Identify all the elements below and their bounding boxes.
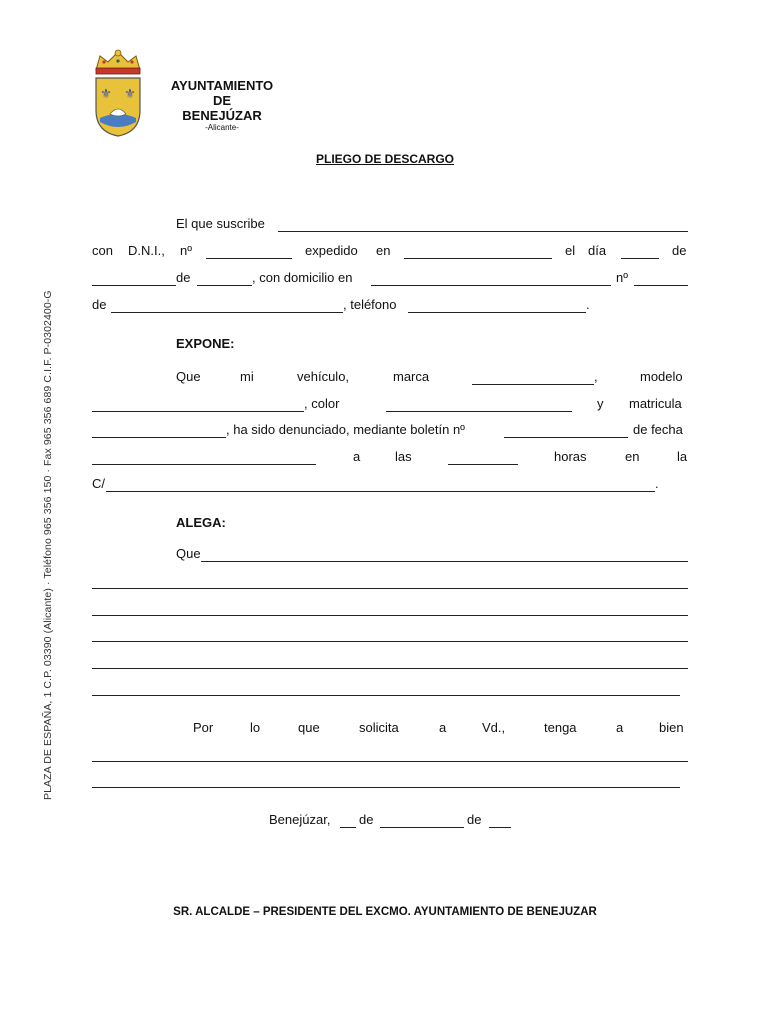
document-title: PLIEGO DE DESCARGO: [315, 152, 455, 166]
label-modelo: modelo: [640, 369, 683, 384]
label-de: de: [672, 243, 687, 258]
field-firma-anio[interactable]: [489, 827, 511, 828]
label-period-2: .: [655, 476, 659, 491]
label-el: el: [565, 243, 576, 258]
label-calle: C/: [92, 476, 105, 491]
label-en-2: en: [625, 449, 640, 464]
label-que-3: que: [298, 720, 320, 735]
field-alega-3[interactable]: [92, 615, 688, 616]
label-de-5: de: [467, 812, 482, 827]
label-dia: día: [588, 243, 607, 258]
field-alega-5[interactable]: [92, 668, 688, 669]
label-con: con: [92, 243, 113, 258]
org-line-3: BENEJÚZAR: [182, 108, 262, 123]
field-telefono[interactable]: [408, 312, 586, 313]
org-line-4: -Alicante-: [205, 123, 239, 132]
label-denunciado: , ha sido denunciado, mediante boletín nº: [226, 422, 465, 437]
label-tenga: tenga: [544, 720, 577, 735]
label-marca: marca: [393, 369, 430, 384]
field-expedido-en[interactable]: [404, 258, 552, 259]
svg-text:⚜: ⚜: [100, 87, 112, 102]
label-mi: mi: [240, 369, 254, 384]
field-numero[interactable]: [634, 285, 688, 286]
field-firma-mes[interactable]: [380, 827, 464, 828]
field-firma-dia[interactable]: [340, 827, 356, 828]
label-benejuzar: Benejúzar,: [269, 812, 331, 827]
label-n: nº: [180, 243, 192, 258]
label-lo: lo: [250, 720, 261, 735]
label-vehiculo: vehículo,: [297, 369, 350, 384]
svg-text:⚜: ⚜: [124, 87, 136, 102]
label-solicita: solicita: [359, 720, 399, 735]
label-matricula: matricula: [629, 396, 682, 411]
label-a-3: a: [616, 720, 624, 735]
label-expedido: expedido: [305, 243, 358, 258]
label-vd: Vd.,: [482, 720, 506, 735]
field-dni[interactable]: [206, 258, 292, 259]
field-alega-4[interactable]: [92, 641, 688, 642]
field-calle[interactable]: [106, 491, 655, 492]
field-fecha[interactable]: [92, 464, 316, 465]
field-domicilio[interactable]: [371, 285, 611, 286]
field-matricula[interactable]: [92, 437, 226, 438]
label-y: y: [597, 396, 604, 411]
label-horas: horas: [554, 449, 587, 464]
coat-of-arms-icon: [92, 48, 144, 138]
label-por: Por: [193, 720, 214, 735]
footer-addressee: SR. ALCALDE – PRESIDENTE DEL EXCMO. AYUNTAMIENTO DE BENEJUZAR: [173, 906, 597, 918]
field-dia[interactable]: [621, 258, 659, 259]
field-modelo[interactable]: [92, 411, 304, 412]
label-color: , color: [304, 396, 340, 411]
label-con-domicilio: , con domicilio en: [252, 270, 353, 285]
heading-expone: EXPONE:: [176, 336, 235, 351]
field-color[interactable]: [386, 411, 572, 412]
organization-name: [160, 78, 284, 133]
label-las: las: [395, 449, 412, 464]
field-solicita-2[interactable]: [92, 787, 680, 788]
field-nombre[interactable]: [278, 231, 688, 232]
label-de-4: de: [359, 812, 374, 827]
field-boletin[interactable]: [504, 437, 628, 438]
label-que: Que: [176, 369, 201, 384]
field-alega-2[interactable]: [92, 588, 688, 589]
field-marca[interactable]: [472, 384, 594, 385]
field-anio[interactable]: [197, 285, 252, 286]
label-a-2: a: [439, 720, 447, 735]
label-n-2: nº: [616, 270, 628, 285]
field-solicita-1[interactable]: [92, 761, 688, 762]
label-de-fecha: de fecha: [633, 422, 683, 437]
address-sidebar: PLAZA DE ESPAÑA, 1 C.P. 03390 (Alicante) · Teléfono 965 356 150 · Fax 965 356 689 C.I.F. P-0302400-G: [42, 290, 54, 800]
field-localidad[interactable]: [111, 312, 343, 313]
label-de-3: de: [92, 297, 107, 312]
label-de-2: de: [176, 270, 191, 285]
label-telefono: , teléfono: [343, 297, 397, 312]
heading-alega: ALEGA:: [176, 515, 226, 530]
label-bien: bien: [659, 720, 684, 735]
label-el-que-suscribe: El que suscribe: [176, 216, 265, 231]
label-period: .: [586, 297, 590, 312]
org-line-1: AYUNTAMIENTO: [170, 78, 274, 93]
label-que-2: Que: [176, 546, 201, 561]
field-alega-1[interactable]: [201, 561, 688, 562]
field-alega-6[interactable]: [92, 695, 680, 696]
label-dni: D.N.I.,: [128, 243, 165, 258]
label-la: la: [677, 449, 688, 464]
label-comma: ,: [594, 369, 598, 384]
org-line-2: DE: [212, 93, 232, 108]
label-a: a: [353, 449, 361, 464]
label-en: en: [376, 243, 391, 258]
field-mes[interactable]: [92, 285, 176, 286]
field-hora[interactable]: [448, 464, 518, 465]
